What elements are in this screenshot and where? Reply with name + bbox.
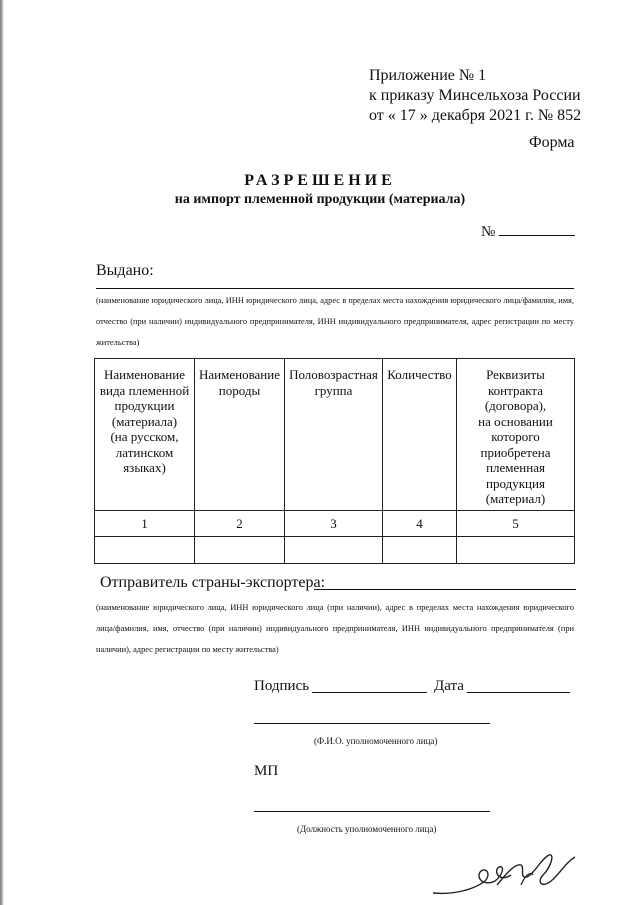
header-product-type: Наименование вида племенной продукции (материала) (на русском, латинском языках) (95, 359, 195, 511)
document-title: РАЗРЕШЕНИЕ (244, 172, 396, 189)
column-number: 4 (383, 511, 457, 537)
appendix-line-2: к приказу Минсельхоза России (369, 87, 581, 104)
sender-blank[interactable] (314, 589, 576, 590)
sender-note: (наименование юридического лица, ИНН юридического лица (при наличии), адрес в пределах места нахождения юридического лица/фамилия, имя, отчество (при наличии) индивидуального предпринимателя, ИНН индивидуального предпринимателя (при наличии), адрес регистрации по месту жительства) (96, 603, 574, 654)
appendix-line-1: Приложение № 1 (369, 67, 487, 84)
position-caption: (Должность уполномоченного лица) (297, 824, 437, 834)
document-subtitle: на импорт племенной продукции (материала) (174, 192, 466, 207)
product-table (94, 358, 575, 564)
signature-blank[interactable] (312, 692, 427, 693)
header-breed: Наименование породы (195, 359, 285, 511)
empty-cell[interactable] (383, 537, 457, 564)
table-number-row (95, 511, 575, 537)
table-header-row (95, 359, 575, 511)
sender-label: Отправитель страны-экспортера: (100, 574, 326, 591)
number-sign: № (481, 224, 496, 240)
empty-cell[interactable] (457, 537, 575, 564)
column-number: 3 (285, 511, 383, 537)
permit-number-blank[interactable] (499, 223, 575, 236)
date-blank[interactable] (467, 692, 570, 693)
empty-cell[interactable] (195, 537, 285, 564)
permit-number-field (481, 223, 575, 241)
scan-edge (0, 0, 4, 905)
fio-caption: (Ф.И.О. уполномоченного лица) (314, 736, 438, 746)
header-contract-details: Реквизиты контракта (договора), на основании которого приобретена племенная продукция (материал) (457, 359, 575, 511)
issued-to-note: (наименование юридического лица, ИНН юридического лица, адрес в пределах места нахождения юридического лица/фамилия, имя, отчество (при наличии) индивидуального предпринимателя, ИНН индивидуального предпринимателя, адрес регистрации по месту жительства) (96, 296, 574, 347)
header-quantity: Количество (383, 359, 457, 511)
column-number: 5 (457, 511, 575, 537)
column-number: 2 (195, 511, 285, 537)
fio-blank[interactable] (254, 723, 490, 724)
form-label: Форма (529, 134, 575, 151)
column-number: 1 (95, 511, 195, 537)
issued-label: Выдано: (96, 262, 154, 279)
table-empty-row (95, 537, 575, 564)
empty-cell[interactable] (285, 537, 383, 564)
handwritten-signature (425, 845, 585, 903)
date-label: Дата (434, 678, 464, 694)
empty-cell[interactable] (95, 537, 195, 564)
issued-to-blank[interactable] (96, 288, 574, 289)
header-sex-age-group: Половозрастная группа (285, 359, 383, 511)
position-blank[interactable] (254, 811, 490, 812)
signature-label: Подпись (254, 678, 310, 694)
appendix-reference (369, 66, 581, 126)
appendix-line-3: от « 17 » декабря 2021 г. № 852 (369, 107, 582, 124)
stamp-place-label: МП (254, 763, 279, 779)
